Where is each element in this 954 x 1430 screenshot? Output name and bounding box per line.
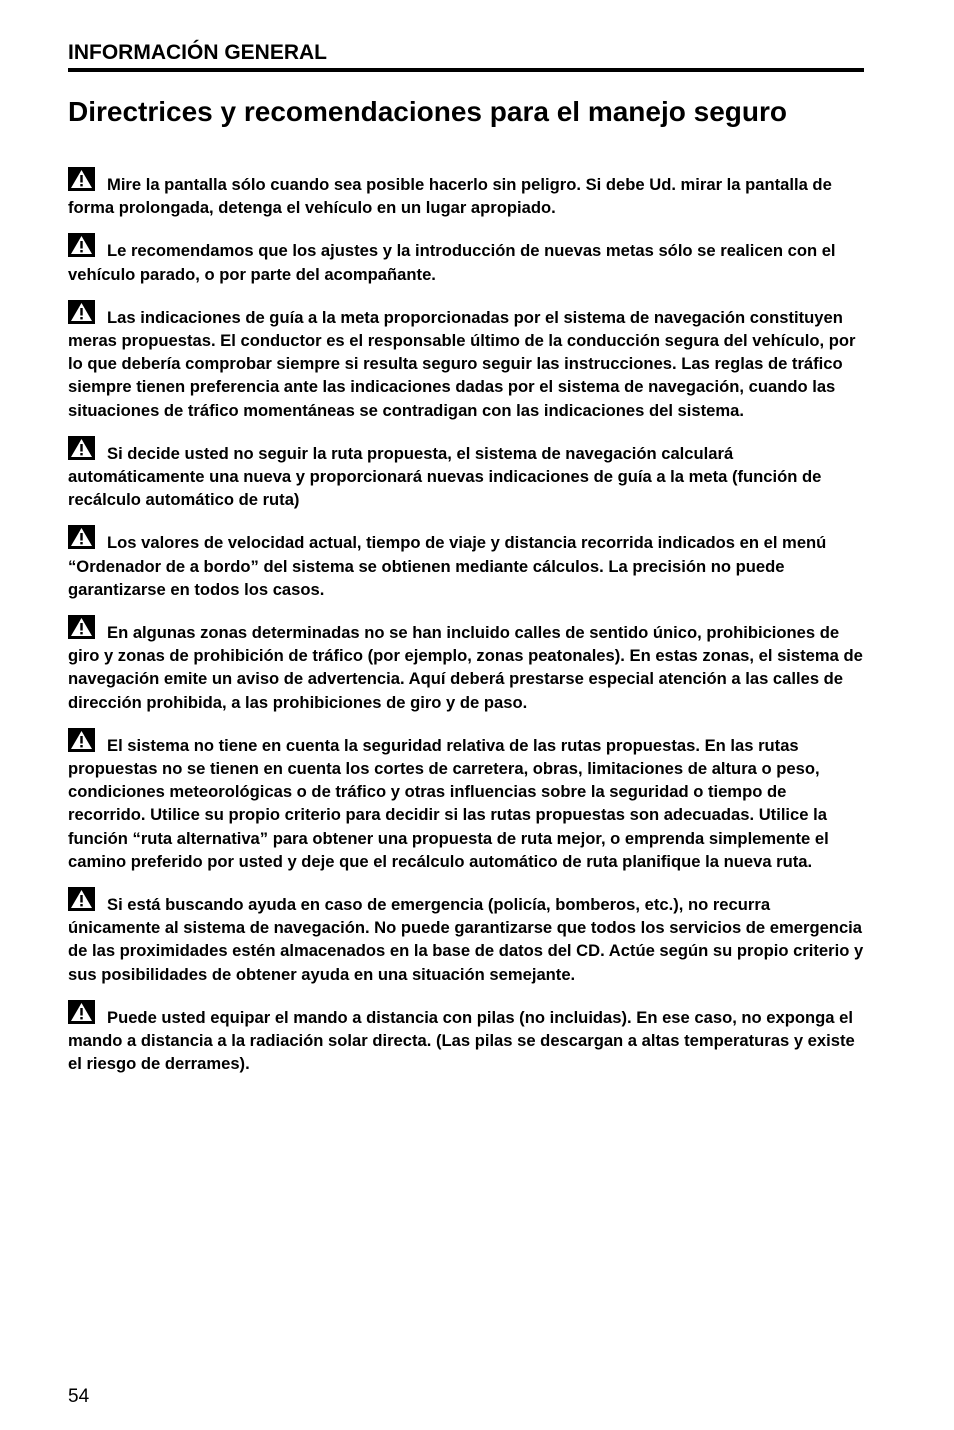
warning-text: Mire la pantalla sólo cuando sea posible hacerlo sin peligro. Si debe Ud. mirar la pantalla de forma prolongada, detenga el vehículo en un lugar apropiado. [68,175,832,218]
warning-text: Las indicaciones de guía a la meta proporcionadas por el sistema de navegación constituyen meras propuestas. El conductor es el responsable último de la conducción segura del vehículo, por lo que debería comprobar siempre si resulta seguro seguir las instrucciones. Las reglas de tráfico siempre tienen preferencia ante las indicaciones dadas por el sistema de navegación, cuando las situaciones de tráfico momentáneas se contradigan con las indicaciones del sistema. [68,307,856,420]
warning-triangle-icon [68,525,95,549]
warning-triangle-icon [68,233,95,257]
warning-item [68,615,864,714]
warning-triangle-icon [68,1000,95,1024]
warning-item [68,300,864,422]
warning-item [68,436,864,512]
warning-item [68,1000,864,1076]
warning-item [68,887,864,986]
warning-triangle-icon [68,728,95,752]
warning-text: En algunas zonas determinadas no se han incluido calles de sentido único, prohibiciones de giro y zonas de prohibición de tráfico (por ejemplo, zonas peatonales). En estas zonas, el sistema de navegación emite un aviso de advertencia. Aquí deberá prestarse especial atención a las calles de dirección prohibida, a las prohibiciones de giro y de paso. [68,623,863,712]
warning-text: Si está buscando ayuda en caso de emergencia (policía, bomberos, etc.), no recurra únicamente al sistema de navegación. No puede garantizarse que todos los servicios de emergencia de las proximidades estén almacenados en la base de datos del CD. Actúe según su propio criterio y sus posibilidades de obtener ayuda en una situación semejante. [68,895,864,984]
warning-triangle-icon [68,300,95,324]
warning-triangle-icon [68,167,95,191]
warning-triangle-icon [68,436,95,460]
warnings-list [68,167,864,1090]
page-number: 54 [68,1386,90,1407]
warning-text: El sistema no tiene en cuenta la seguridad relativa de las rutas propuestas. En las rutas propuestas no se tienen en cuenta los cortes de carretera, obras, limitaciones de altura o peso, condiciones meteorológicas o de tráfico y otras influencias sobre la seguridad o tiempo de recorrido. Utilice su propio criterio para decidir si las rutas propuestas son adecuadas. Utilice la función “ruta alternativa” para obtener una propuesta de ruta mejor, o emprenda simplemente el camino preferido por usted y deje que el recálculo automático de ruta planifique la nueva ruta. [68,735,829,871]
warning-text: Si decide usted no seguir la ruta propuesta, el sistema de navegación calculará automáticamente una nueva y proporcionará nuevas indicaciones de guía a la meta (función de recálculo automático de ruta) [68,443,822,510]
warning-text: Le recomendamos que los ajustes y la introducción de nuevas metas sólo se realicen con el vehículo parado, o por parte del acompañante. [68,241,836,284]
warning-item [68,233,864,285]
warning-text: Los valores de velocidad actual, tiempo de viaje y distancia recorrida indicados en el menú “Ordenador de a bordo” del sistema se obtienen mediante cálculos. La precisión no puede garantizarse en todos los casos. [68,533,827,599]
warning-item [68,525,864,601]
warning-triangle-icon [68,615,95,639]
page-title: Directrices y recomendaciones para el manejo seguro [68,96,787,127]
warning-item [68,167,864,219]
warning-text: Puede usted equipar el mando a distancia con pilas (no incluidas). En ese caso, no exponga el mando a distancia a la radiación solar directa. (Las pilas se descargan a altas temperaturas y existe el riesgo de derrames). [68,1007,855,1074]
warning-triangle-icon [68,887,95,911]
section-header: INFORMACIÓN GENERAL [68,39,864,72]
warning-item [68,728,864,873]
